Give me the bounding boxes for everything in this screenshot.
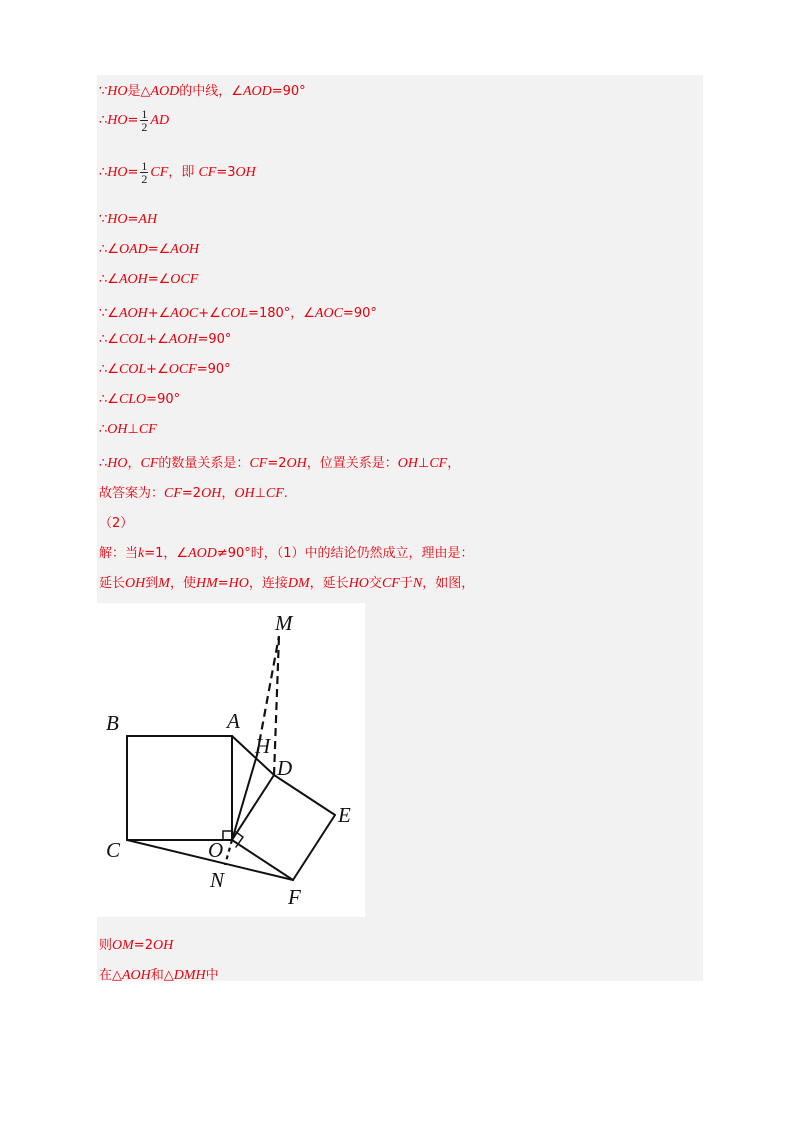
- right-angle-mark-AOC: [223, 831, 232, 840]
- solution-line-15: 解：当k=1，∠AOD≠90°时，（1）中的结论仍然成立，理由是：: [99, 546, 474, 561]
- solution-line-2: ∴HO= $\frac{1}{2}$ AD: [99, 107, 170, 134]
- label-A: A: [227, 709, 240, 733]
- solution-line-9: ∴∠COL+∠OCF=90°: [99, 362, 231, 377]
- label-E: E: [338, 803, 351, 827]
- solution-line-5: ∴∠OAD=∠AOH: [99, 242, 200, 257]
- geometry-figure: [97, 603, 365, 917]
- segment-DM-dashed: [274, 636, 279, 775]
- solution-line-1: ∵HO是△AOD的中线，∠AOD=90°: [99, 84, 306, 99]
- label-B: B: [106, 711, 119, 735]
- segment-OH: [232, 755, 257, 840]
- label-D: D: [277, 756, 293, 780]
- solution-line-8: ∴∠COL+∠AOH=90°: [99, 332, 232, 347]
- part-2-label: （2）: [99, 516, 134, 531]
- segment-EF: [293, 815, 335, 880]
- segment-OD: [232, 775, 274, 840]
- segment-DE: [274, 775, 335, 815]
- solution-line-7: ∵∠AOH+∠AOC+∠COL=180°，∠AOC=90°: [99, 306, 377, 321]
- solution-line-13: 故答案为：CF=2OH，OH⊥CF.: [99, 486, 288, 501]
- geometry-diagram: [97, 603, 365, 917]
- solution-line-11: ∴OH⊥CF: [99, 422, 157, 437]
- label-C: C: [106, 838, 121, 862]
- solution-line-18: 在△AOH和△DMH中: [99, 968, 219, 983]
- solution-line-10: ∴∠CLO=90°: [99, 392, 181, 407]
- label-O: O: [208, 838, 224, 862]
- label-F: F: [288, 885, 301, 909]
- label-M: M: [275, 611, 293, 635]
- solution-line-6: ∴∠AOH=∠OCF: [99, 272, 199, 287]
- segment-ON-dashed: [225, 840, 232, 865]
- solution-line-4: ∵HO=AH: [99, 212, 158, 227]
- segment-OF: [232, 840, 293, 880]
- fraction: $\frac{1}{2}$: [141, 159, 148, 186]
- solution-line-3: ∴HO= $\frac{1}{2}$ CF，即 CF=3OH: [99, 159, 256, 186]
- solution-line-12: ∴HO，CF的数量关系是：CF=2OH，位置关系是：OH⊥CF，: [99, 456, 461, 471]
- label-N: N: [210, 868, 225, 892]
- fraction: $\frac{1}{2}$: [141, 107, 148, 134]
- solution-line-17: 则OM=2OH: [99, 938, 174, 953]
- label-H: H: [255, 734, 271, 758]
- solution-line-16: 延长OH到M，使HM=HO，连接DM，延长HO交CF于N，如图，: [99, 576, 475, 591]
